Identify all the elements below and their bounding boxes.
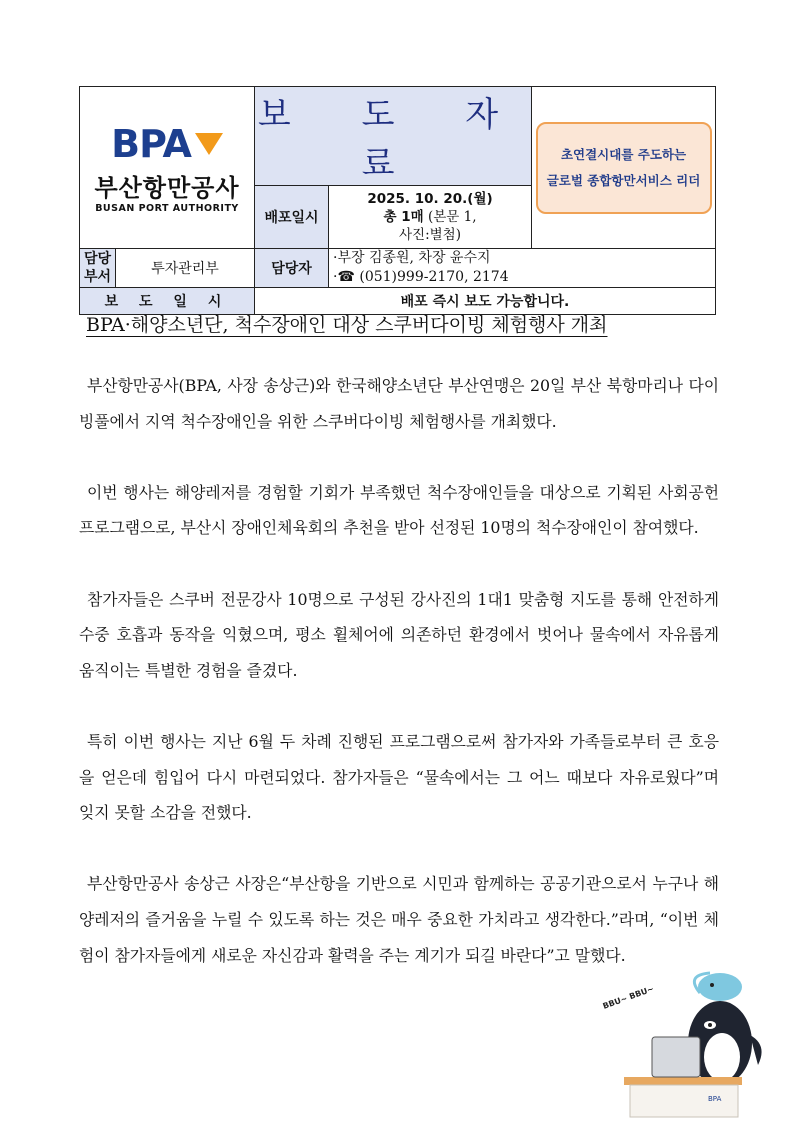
paragraph-1: 부산항만공사(BPA, 사장 송상근)와 한국해양소년단 부산연맹은 20일 부산 북항마리나 다이빙풀에서 지역 척수장애인을 위한 스쿠버다이빙 체험행사를 개최했다. <box>79 376 719 431</box>
mascot-illustration <box>600 965 770 1120</box>
bpa-logo <box>80 122 254 214</box>
paragraph-2: 이번 행사는 해양레저를 경험할 기회가 부족했던 척수장애인들을 대상으로 기획된 사회공헌 프로그램으로, 부산시 장애인체육회의 추천을 받아 선정된 10명의 척수장애인이 참여했다. <box>79 482 719 538</box>
logo-brand: BPA <box>111 121 191 166</box>
slogan-line-1: 초연결시대를 주도하는 <box>560 146 687 162</box>
contact-phone-line: ·☎ (051)999-2170, 2174 <box>333 269 509 285</box>
slogan-cell <box>532 87 716 249</box>
logo-english: BUSAN PORT AUTHORITY <box>95 202 239 214</box>
contact-person: ·부장 김종원, 차장 윤수지 <box>333 250 491 266</box>
phone-icon: ☎ <box>337 269 355 285</box>
dept-label-line-1: 담당 <box>83 251 112 267</box>
dept-label-line-2: 부서 <box>83 269 112 285</box>
contact-info <box>329 249 716 288</box>
slogan-line-2: 글로벌 종합항만서비스 리더 <box>546 172 701 188</box>
paragraph-4: 특히 이번 행사는 지난 6월 두 차례 진행된 프로그램으로써 참가자와 가족들로부터 큰 호응을 얻은데 힘입어 다시 마련되었다. 참가자들은 “물속에서는 그 어느 때보다 자유로웠다”며 잊지 못할 소감을 전했다. <box>79 731 719 823</box>
laptop-icon <box>652 1037 700 1077</box>
logo-korean: 부산항만공사 <box>94 173 240 202</box>
slogan-box <box>536 122 712 214</box>
release-label: 보 도 일 시 <box>80 288 255 315</box>
mascot-speech: BBU~ BBU~ <box>601 984 656 1011</box>
page-title: 보 도 자 료 <box>255 87 532 186</box>
pages-detail: (본문 1, <box>427 209 477 225</box>
desk-logo: BPA <box>708 1095 722 1103</box>
desk <box>624 1077 742 1085</box>
distribution-label: 배포일시 <box>255 186 329 249</box>
logo-triangle-icon <box>195 133 223 155</box>
pages-main: 총 1매 <box>383 209 424 225</box>
distribution-date: 2025. 10. 20.(월) <box>367 191 493 207</box>
headline: BPA·해양소년단, 척수장애인 대상 스쿠버다이빙 체험행사 개최 <box>86 314 608 336</box>
logo-cell <box>80 87 255 249</box>
dept-value: 투자관리부 <box>116 249 255 288</box>
contact-phone: (051)999-2170, 2174 <box>359 269 509 285</box>
dept-label <box>80 249 116 288</box>
paragraph-5: 부산항만공사 송상근 사장은“부산항을 기반으로 시민과 함께하는 공공기관으로서 누구나 해양레저의 즐거움을 누릴 수 있도록 하는 것은 매우 중요한 가치라고 생각한다.”라며, “이번 체험이 참가자들에게 새로운 자신감과 활력을 주는 계기가 되길 바란다”고 말했다. <box>79 874 719 965</box>
pages-photo: 사진:별첨) <box>399 227 461 243</box>
release-value: 배포 즉시 보도 가능합니다. <box>255 288 716 315</box>
distribution-info <box>329 186 532 249</box>
contact-label: 담당자 <box>255 249 329 288</box>
press-release-header <box>79 86 716 315</box>
small-whale-icon <box>698 973 742 1001</box>
paragraph-3: 참가자들은 스쿠버 전문강사 10명으로 구성된 강사진의 1대1 맞춤형 지도를 통해 안전하게 수중 호흡과 동작을 익혔으며, 평소 휠체어에 의존하던 환경에서 벗어나 물속에서 자유롭게 움직이는 특별한 경험을 즐겼다. <box>79 589 719 680</box>
article-body <box>79 368 719 973</box>
